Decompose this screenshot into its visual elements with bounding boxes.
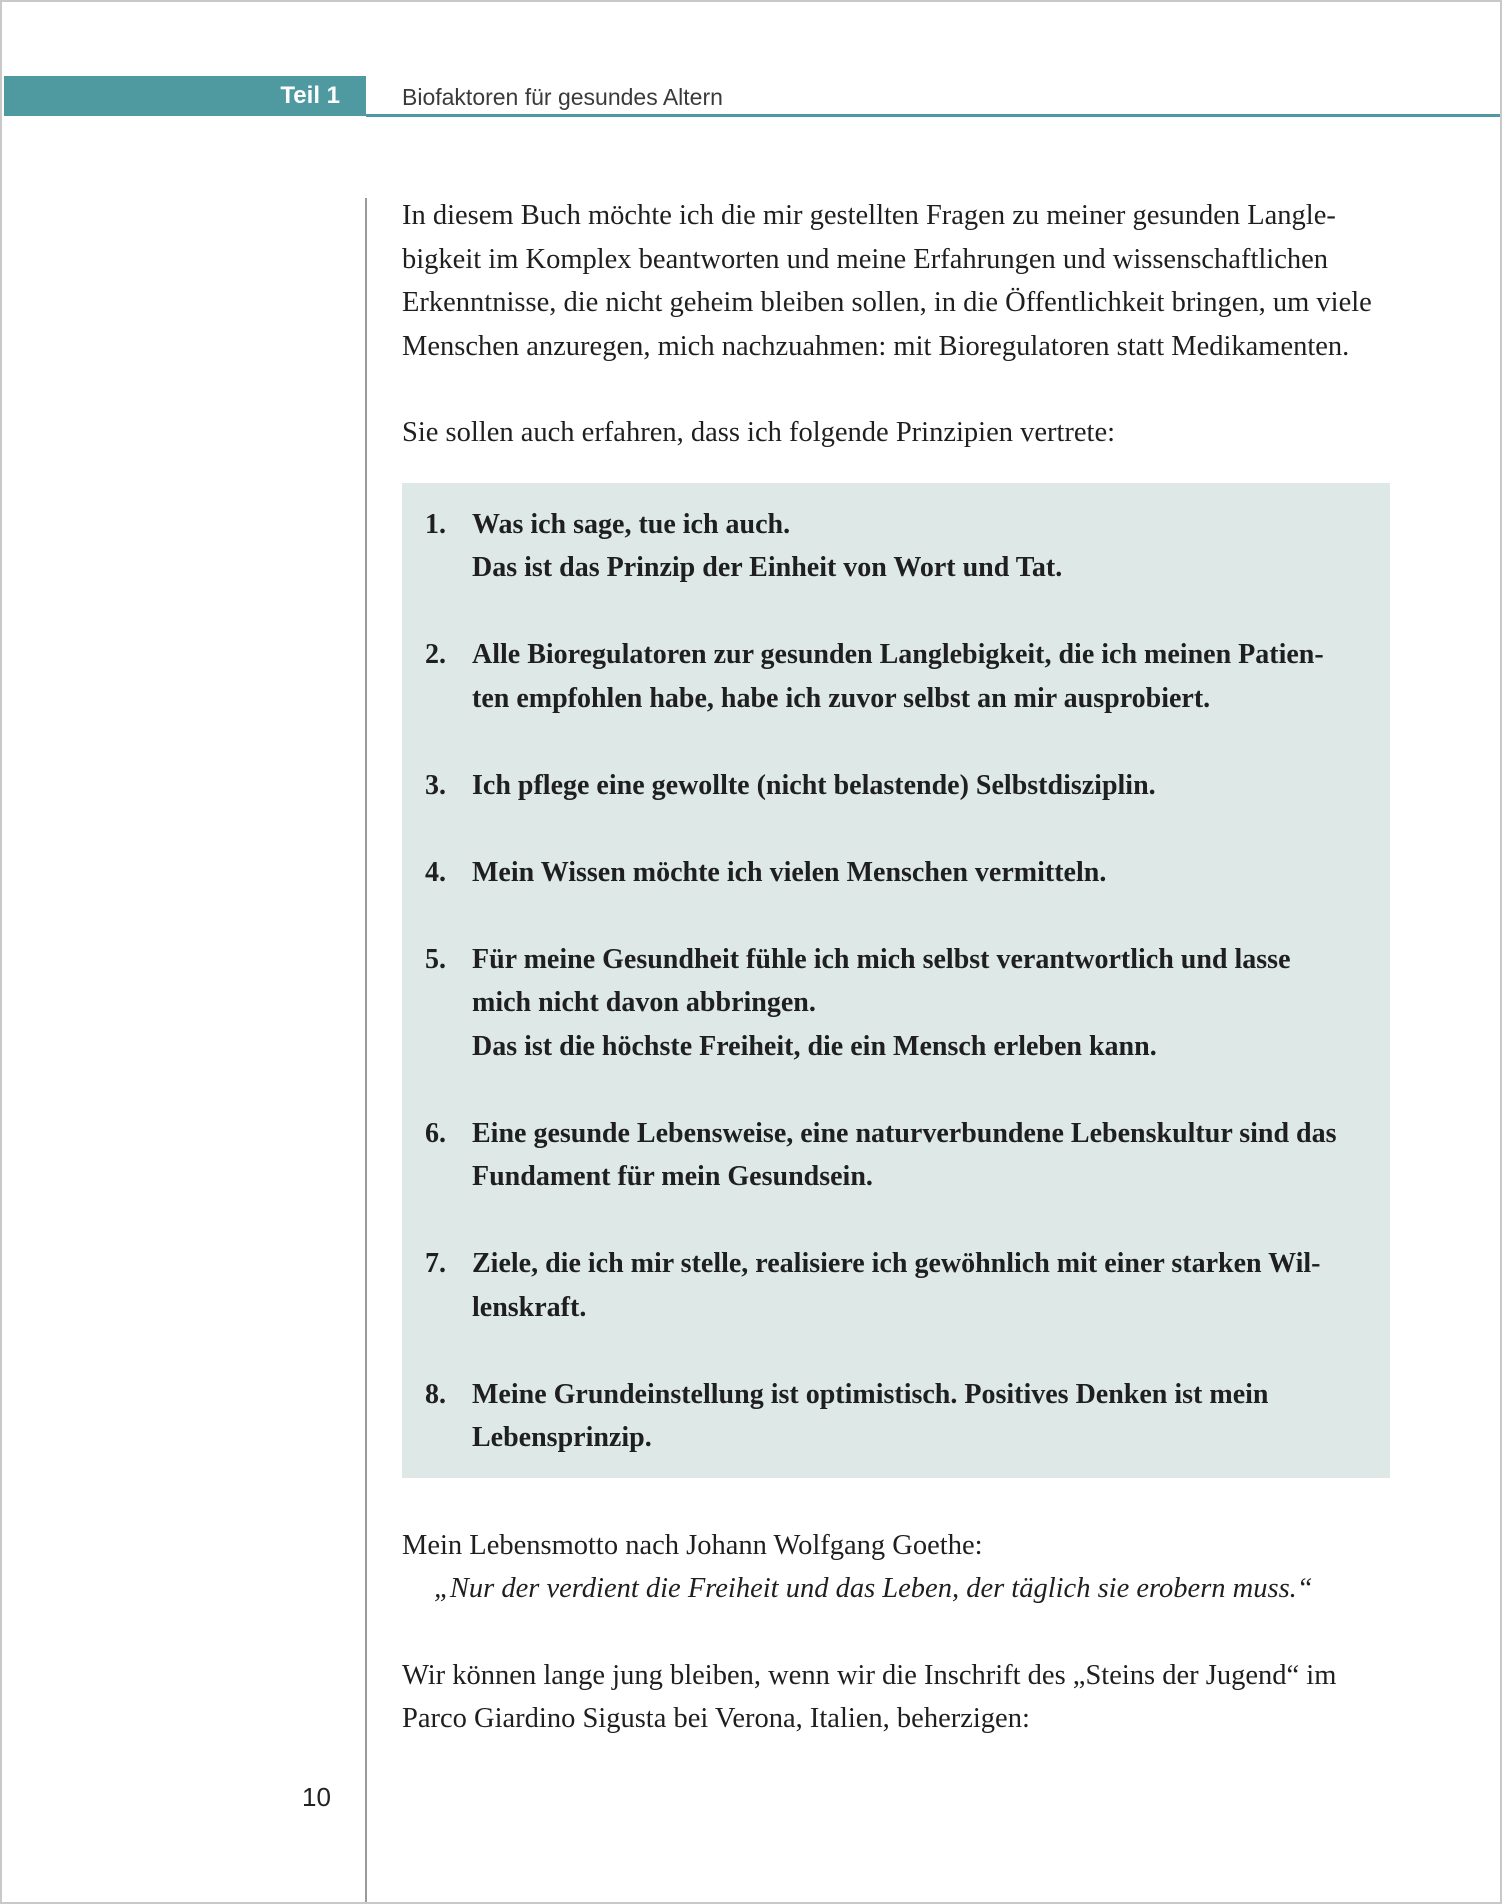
part-label: Teil 1 <box>280 82 340 109</box>
principle-line: Mein Wissen möchte ich vielen Menschen vermitteln. <box>472 856 1107 888</box>
principles-lead: Sie sollen auch erfahren, dass ich folgende Prinzipien vertrete: <box>402 417 1116 448</box>
principle-number: 5. <box>425 943 446 975</box>
principle-line: Für meine Gesundheit fühle ich mich selbst verantwortlich und lasse <box>472 943 1291 975</box>
closing-paragraph <box>402 1654 1402 1741</box>
principle-line: Das ist die höchste Freiheit, die ein Mensch erleben kann. <box>472 1030 1157 1062</box>
principle-item <box>402 503 1390 590</box>
principle-line: Was ich sage, tue ich auch. <box>472 508 791 540</box>
principle-line: Meine Grundeinstellung ist optimistisch. Positives Denken ist mein <box>472 1378 1269 1410</box>
principle-line: Alle Bioregulatoren zur gesunden Langlebigkeit, die ich meinen Patien- <box>472 639 1324 670</box>
principle-item <box>402 1112 1390 1199</box>
principle-number: 8. <box>425 1378 446 1410</box>
principle-item <box>402 764 1390 808</box>
principle-line: Das ist das Prinzip der Einheit von Wort und Tat. <box>472 552 1063 583</box>
motto-label: Mein Lebensmotto nach Johann Wolfgang Goethe: <box>402 1529 983 1561</box>
page-content <box>402 194 1402 1741</box>
principle-line: Ziele, die ich mir stelle, realisiere ich gewöhnlich mit einer starken Wil- <box>472 1248 1321 1279</box>
principle-line: Ich pflege eine gewollte (nicht belastende) Selbstdisziplin. <box>472 769 1156 801</box>
principle-number: 6. <box>425 1117 446 1149</box>
text-line: Menschen anzuregen, mich nachzuahmen: mit Bioregulatoren statt Medikamenten. <box>402 330 1350 362</box>
principles-box <box>402 483 1390 1478</box>
principle-item <box>402 1242 1390 1329</box>
motto-block <box>402 1524 1402 1611</box>
intro-paragraph <box>402 194 1402 368</box>
principle-line: ten empfohlen habe, habe ich zuvor selbst an mir ausprobiert. <box>472 682 1211 714</box>
text-line: Wir können lange jung bleiben, wenn wir die Inschrift des „Steins der Jugend“ im <box>402 1659 1337 1691</box>
principle-number: 7. <box>425 1248 446 1279</box>
text-line: Parco Giardino Sigusta bei Verona, Italien, beherzigen: <box>402 1703 1030 1734</box>
principle-item <box>402 633 1390 720</box>
principle-line: mich nicht davon abbringen. <box>472 987 816 1018</box>
principle-item <box>402 938 1390 1069</box>
principle-line: Fundament für mein Gesundsein. <box>472 1161 873 1192</box>
principle-item <box>402 851 1390 895</box>
principle-number: 1. <box>425 508 446 540</box>
margin-rule <box>365 198 367 1904</box>
principle-line: Lebensprinzip. <box>472 1422 652 1453</box>
page-number: 10 <box>302 1782 331 1812</box>
principle-number: 4. <box>425 856 446 888</box>
principle-line: lenskraft. <box>472 1291 587 1323</box>
header-rule <box>366 114 1502 117</box>
text-line: bigkeit im Komplex beantworten und meine Erfahrungen und wissenschaftlichen <box>402 243 1328 275</box>
text-line: Erkenntnisse, die nicht geheim bleiben sollen, in die Öffentlichkeit bringen, um viele <box>402 287 1372 318</box>
principle-number: 3. <box>425 769 446 801</box>
principle-number: 2. <box>425 639 446 670</box>
motto-quote: „Nur der verdient die Freiheit und das Leben, der täglich sie erobern muss.“ <box>434 1573 1313 1604</box>
principle-item <box>402 1373 1390 1460</box>
principle-line: Eine gesunde Lebensweise, eine naturverbundene Lebenskultur sind das <box>472 1117 1337 1149</box>
running-title: Biofaktoren für gesundes Altern <box>402 84 723 110</box>
text-line: In diesem Buch möchte ich die mir gestellten Fragen zu meiner gesunden Langle- <box>402 200 1336 231</box>
